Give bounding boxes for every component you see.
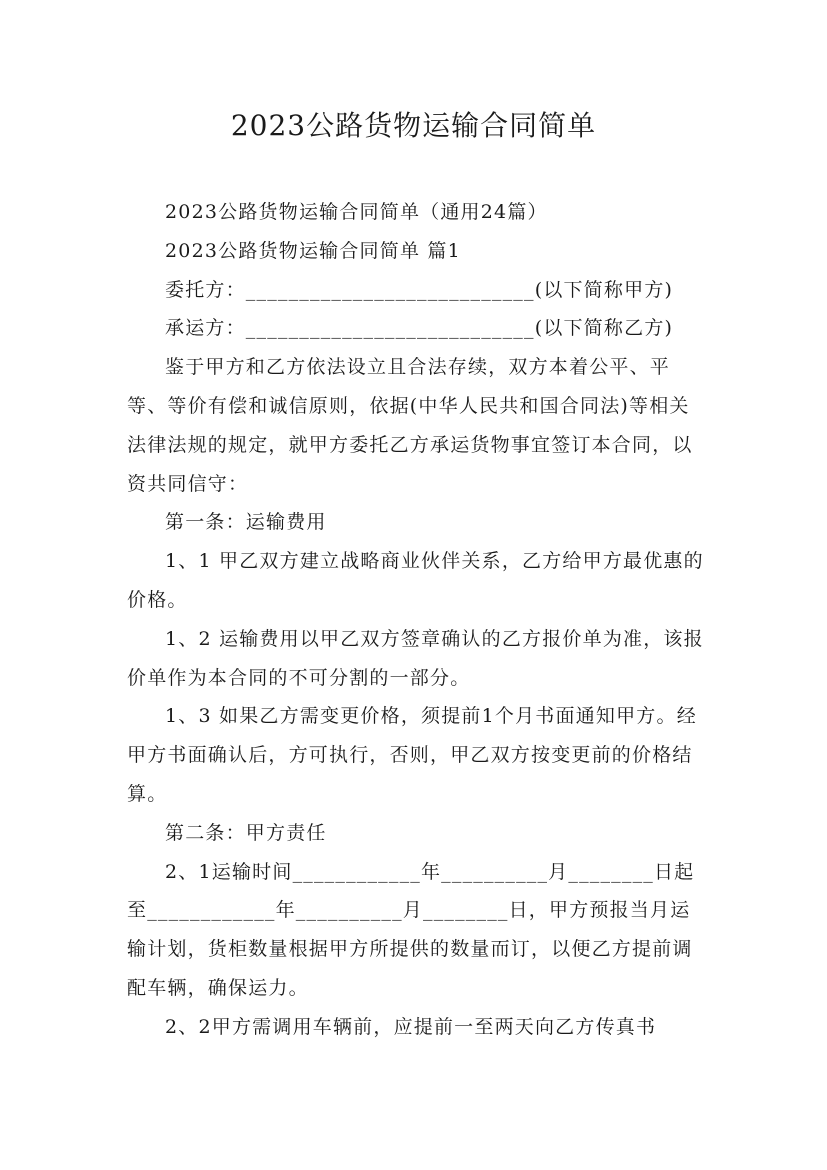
document-title: 2023公路货物运输合同简单 (230, 109, 597, 142)
paragraph-clause-1-3: 1、3 如果乙方需变更价格，须提前1个月书面通知甲方。经甲方书面确认后，方可执行，否则，甲乙双方按变更前的价格结算。 (127, 705, 697, 805)
paragraph-party-b: 承运方：___________________________(以下简称乙方) (165, 317, 674, 340)
paragraph-subtitle: 2023公路货物运输合同简单（通用24篇） (165, 201, 548, 223)
paragraph-clause-1-2: 1、2 运输费用以甲乙双方签章确认的乙方报价单为准，该报价单作为本合同的不可分割的一部分。 (127, 627, 704, 689)
document-body (127, 193, 707, 1047)
paragraph-clause-1-1: 1、1 甲乙双方建立战略商业伙伴关系，乙方给甲方最优惠的价格。 (127, 550, 704, 611)
paragraph-article-2-heading: 第二条：甲方责任 (165, 821, 327, 844)
paragraph-clause-2-1: 2、1运输时间____________年__________月________日起至____________年__________月________日，甲方预报当月运输计划，货柜数量根据甲方所提供的数量而订，以便乙方提前调配车辆，确保运力。 (127, 860, 695, 999)
paragraph-article-1-heading: 第一条：运输费用 (165, 511, 327, 534)
paragraph-clause-2-2: 2、2甲方需调用车辆前，应提前一至两天向乙方传真书 (165, 1015, 657, 1038)
paragraph-section-heading: 2023公路货物运输合同简单 篇1 (165, 239, 461, 262)
paragraph-preamble: 鉴于甲方和乙方依法设立且合法存续，双方本着公平、平等、等价有偿和诚信原则，依据(中华人民共和国合同法)等相关法律法规的规定，就甲方委托乙方承运货物事宜签订本合同，以资共同信守： (127, 356, 693, 495)
paragraph-party-a: 委托方：___________________________(以下简称甲方) (165, 278, 674, 301)
